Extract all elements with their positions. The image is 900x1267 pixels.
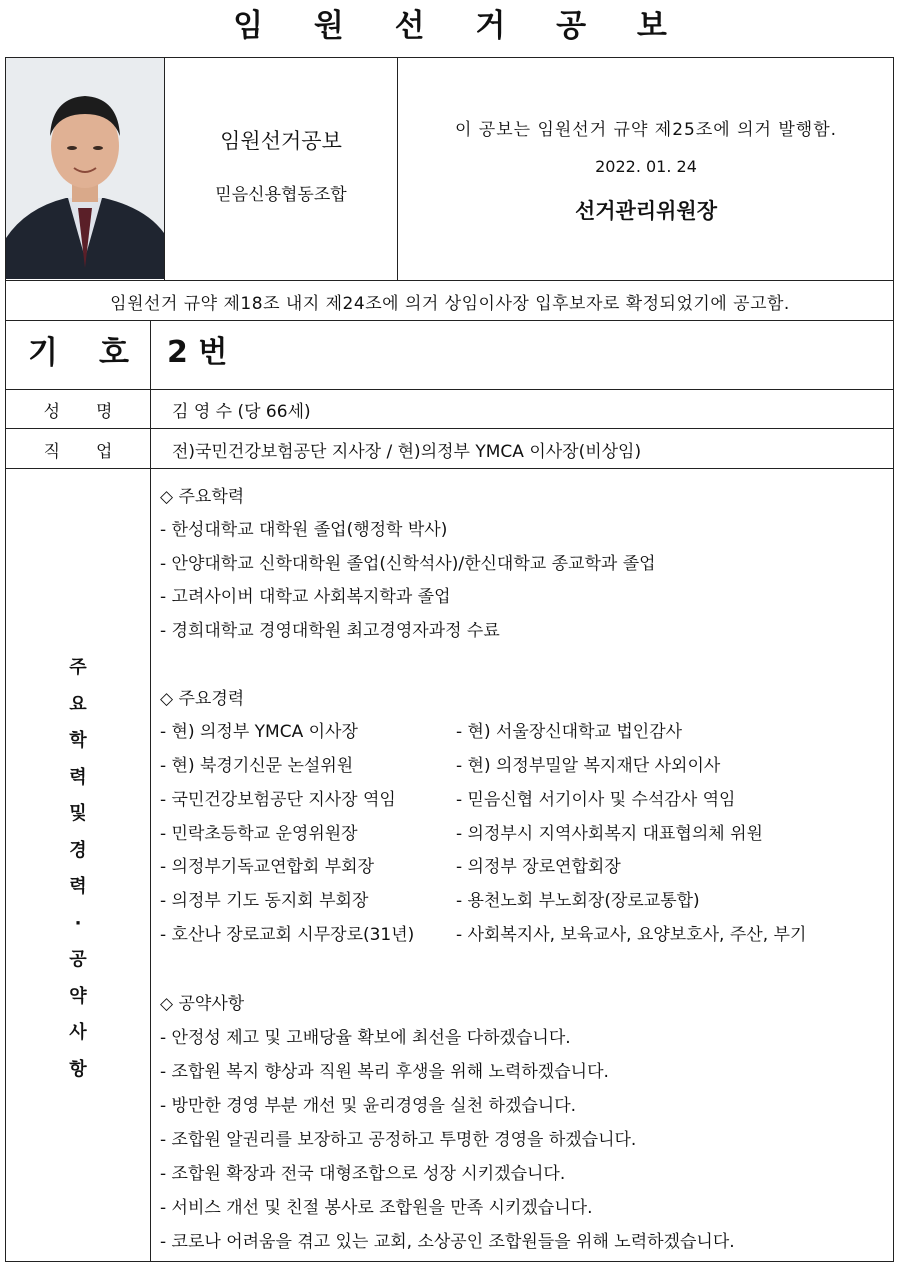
symbol-label [6,320,150,388]
career-item-right: - 의정부시 지역사회복지 대표협의체 위원 [456,824,763,844]
career-heading: ◇ 주요경력 [160,689,245,709]
side-label-char: 공 [69,949,87,970]
job-label: 직업 [43,442,149,462]
divider [164,57,165,280]
career-item-left: - 호산나 장로교회 시무장로(31년) [160,925,415,945]
committee-title: 선거관리위원장 [574,199,717,223]
symbol-number: 2 번 [167,335,228,370]
career-item-right: - 현) 의정부밀알 복지재단 사외이사 [456,756,721,776]
side-label-char: 약 [69,985,87,1007]
pledge-item: - 코로나 어려움을 겪고 있는 교회, 소상공인 조합원들을 위해 노력하겠습니다. [160,1232,735,1252]
education-item: - 고려사이버 대학교 사회복지학과 졸업 [160,587,451,607]
pledges-heading: ◇ 공약사항 [160,994,245,1014]
candidate-photo [6,58,164,279]
divider [5,428,894,429]
career-item-left: - 현) 북경기신문 논설위원 [160,756,354,776]
side-label-char: 경 [69,839,87,861]
page-title: 임 원 선 거 공 보 [233,8,687,44]
career-item-left: - 의정부기독교연합회 부회장 [160,857,375,877]
divider [5,468,894,469]
publication-date: 2022. 01. 24 [595,157,697,176]
career-item-left: - 의정부 기도 동지회 부회장 [160,891,369,911]
education-item: - 경희대학교 경영대학원 최고경영자과정 수료 [160,621,500,641]
publication-notice: 이 공보는 임원선거 규약 제25조에 의거 발행함. [454,120,838,140]
pledge-item: - 조합원 알권리를 보장하고 공정하고 투명한 경영을 하겠습니다. [160,1130,637,1150]
side-label-char: 력 [69,766,87,788]
confirmation-text: 임원선거 규약 제18조 내지 제24조에 의거 상임이사장 입후보자로 확정되었기에 공고함. [110,294,790,314]
side-label-char: 주 [69,657,87,678]
side-label-char: 요 [69,693,87,715]
name-label: 성명 [43,402,149,422]
org-title: 임원선거공보 [220,129,342,153]
career-item-right: - 의정부 장로연합회장 [456,857,621,877]
education-item: - 한성대학교 대학원 졸업(행정학 박사) [160,520,448,540]
side-label-char: 사 [69,1022,87,1043]
divider [150,320,151,1262]
side-label-char: · [74,912,82,934]
education-item: - 안양대학교 신학대학원 졸업(신학석사)/한신대학교 종교학과 졸업 [160,554,656,574]
career-item-left: - 현) 의정부 YMCA 이사장 [160,722,358,742]
pledge-item: - 방만한 경영 부분 개선 및 윤리경영을 실천 하겠습니다. [160,1096,577,1116]
job-value: 전)국민건강보험공단 지사장 / 현)의정부 YMCA 이사장(비상임) [172,442,642,462]
symbol-label-left: 기 [28,335,58,371]
side-label-char: 학 [69,730,87,751]
career-item-right: - 현) 서울장신대학교 법인감사 [456,722,683,742]
divider [5,389,894,390]
career-item-right: - 사회복지사, 보육교사, 요양보호사, 주산, 부기 [456,925,807,945]
divider [5,280,894,281]
career-item-left: - 국민건강보험공단 지사장 역임 [160,790,396,810]
pledge-item: - 안정성 제고 및 고배당율 확보에 최선을 다하겠습니다. [160,1028,571,1048]
org-name: 믿음신용협동조합 [215,185,347,205]
career-item-right: - 용천노회 부노회장(장로교통합) [456,891,700,911]
section-side-label [6,650,150,1088]
pledge-item: - 서비스 개선 및 친절 봉사로 조합원을 만족 시키겠습니다. [160,1198,593,1218]
side-label-char: 및 [69,803,87,824]
career-item-left: - 민락초등학교 운영위원장 [160,824,358,844]
pledge-item: - 조합원 확장과 전국 대형조합으로 성장 시키겠습니다. [160,1164,566,1184]
candidate-portrait-icon [6,58,164,279]
name-value: 김 영 수 (당 66세) [172,402,311,422]
career-item-right: - 믿음신협 서기이사 및 수석감사 역임 [456,790,736,810]
pledge-item: - 조합원 복지 향상과 직원 복리 후생을 위해 노력하겠습니다. [160,1062,609,1082]
side-label-char: 력 [69,876,87,897]
side-label-char: 항 [69,1058,87,1080]
symbol-label-right: 호 [99,335,129,371]
education-heading: ◇ 주요학력 [160,487,245,507]
